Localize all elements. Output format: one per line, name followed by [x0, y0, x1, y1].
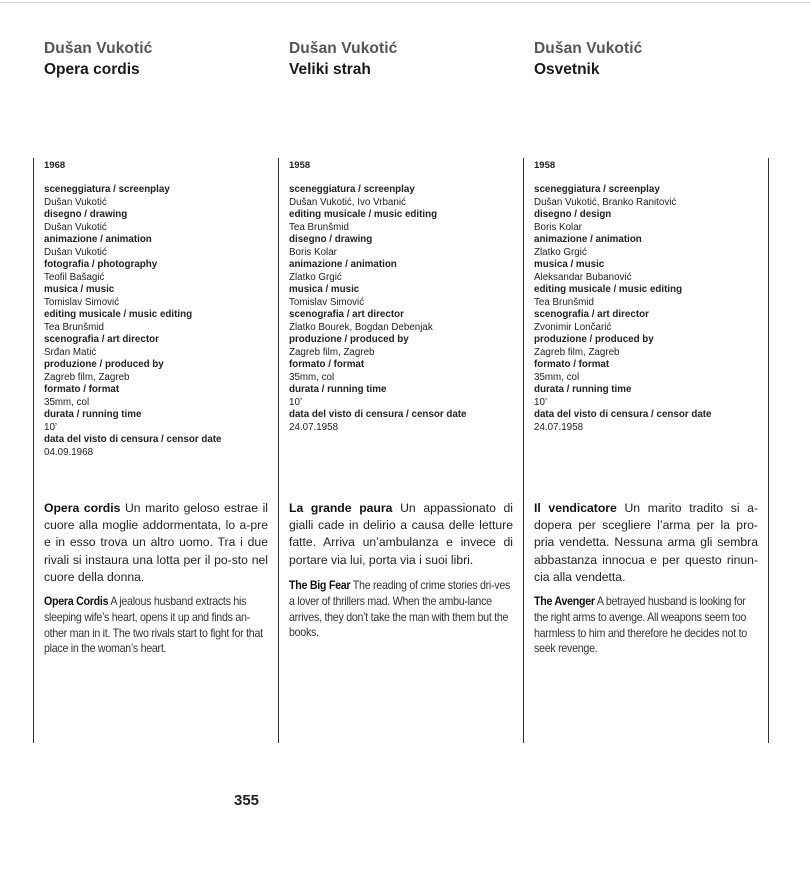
credit-label: produzione / produced by — [289, 334, 409, 345]
credit-value: Dušan Vukotić, Branko Ranitović — [534, 196, 677, 208]
credit-value: Zlatko Grgić — [289, 271, 342, 283]
credit-value: Boris Kolar — [289, 246, 337, 258]
synopsis-english-title: Opera Cordis — [44, 595, 109, 608]
credit-value: Tea Brunšmid — [534, 296, 594, 308]
credit-value: Zlatko Bourek, Bogdan Debenjak — [289, 321, 433, 333]
credit-label: editing musicale / music editing — [289, 209, 438, 220]
synopsis-italian — [534, 500, 758, 586]
credit-label: scenografia / art director — [44, 334, 159, 345]
film-year: 1958 — [534, 160, 556, 171]
synopsis-english-title: The Avenger — [534, 595, 595, 608]
synopsis-italian-text: Un marito tradito si a-dopera per scegliere l’arma per la pro-pria vendetta. Nessuna arma gli sembra abbastanza innocua e per questo rinun-cia alla vendetta. — [534, 501, 759, 584]
credit-label: data del visto di censura / censor date — [44, 434, 222, 445]
synopsis-english-text: The reading of crime stories dri-ves a lover of thrillers mad. When the ambu-lance arrives, they don’t take the man with them but the books. — [289, 579, 511, 640]
credit-value: Tomislav Simović — [44, 296, 120, 308]
page-number: 355 — [234, 792, 260, 809]
credit-value: Dušan Vukotić — [44, 221, 107, 233]
film-title: Veliki strah — [289, 61, 371, 78]
credit-value: Zagreb film, Zagreb — [534, 346, 620, 358]
credit-label: formato / format — [534, 359, 610, 370]
credit-value: 10’ — [44, 421, 58, 433]
credit-label: disegno / drawing — [289, 234, 373, 245]
credit-value: Boris Kolar — [534, 221, 582, 233]
film-year: 1958 — [289, 160, 311, 171]
synopsis-english — [44, 594, 268, 657]
credit-label: durata / running time — [289, 384, 387, 395]
credit-label: sceneggiatura / screenplay — [534, 184, 660, 195]
credit-label: durata / running time — [534, 384, 632, 395]
synopsis-italian-text: Un appassionato di gialli cade in delirio a causa delle letture fatte. Arriva un’ambulanza e invece di portare via lui, porta via i suoi libri. — [289, 501, 514, 567]
credit-value: Zvonimir Lončarić — [534, 321, 612, 333]
credits-list — [289, 184, 521, 434]
credit-label: animazione / animation — [289, 259, 397, 270]
credit-value: Tea Brunšmid — [289, 221, 349, 233]
synopsis-italian-text: Un marito geloso estrae il cuore alla moglie addormentata, lo a-pre e in esso trova un altro uomo. Tra i due rivali si instaura una lotta per il po-sto nel cuore della donna. — [44, 501, 268, 584]
film-column-2 — [289, 0, 524, 872]
credit-label: scenografia / art director — [534, 309, 649, 320]
film-year: 1968 — [44, 160, 66, 171]
credit-value: 35mm, col — [44, 396, 90, 408]
credit-value: Zagreb film, Zagreb — [289, 346, 375, 358]
credit-value: 10’ — [534, 396, 548, 408]
credit-label: sceneggiatura / screenplay — [289, 184, 415, 195]
synopsis-english-text: A betrayed husband is looking for the right arms to avenge. All weapons seem too harmless to him and therefore he decides not to seek revenge. — [534, 595, 747, 656]
credit-label: musica / music — [289, 284, 360, 295]
credit-label: data del visto di censura / censor date — [534, 409, 712, 420]
credit-label: sceneggiatura / screenplay — [44, 184, 170, 195]
credit-value: Zlatko Grgić — [534, 246, 587, 258]
credit-value: 24.07.1958 — [534, 421, 584, 433]
synopsis-italian-title: Opera cordis — [44, 501, 121, 515]
credit-label: animazione / animation — [44, 234, 152, 245]
credit-label: durata / running time — [44, 409, 142, 420]
credit-label: disegno / drawing — [44, 209, 128, 220]
credits-list — [534, 184, 766, 434]
credit-value: Dušan Vukotić, Ivo Vrbanić — [289, 196, 406, 208]
credit-label: data del visto di censura / censor date — [289, 409, 467, 420]
credit-label: editing musicale / music editing — [534, 284, 683, 295]
credit-label: fotografia / photography — [44, 259, 158, 270]
credit-value: Aleksandar Bubanović — [534, 271, 632, 283]
synopsis-english — [289, 578, 513, 641]
credit-value: Tomislav Simović — [289, 296, 365, 308]
credit-value: Dušan Vukotić — [44, 196, 107, 208]
credit-value: Srđan Matić — [44, 346, 97, 358]
synopsis-english-title: The Big Fear — [289, 579, 351, 592]
film-column-1 — [44, 0, 279, 872]
credit-label: produzione / produced by — [44, 359, 164, 370]
synopsis-english-text: A jealous husband extracts his sleeping wife’s heart, opens it up and finds an-other man in it. The two rivals start to fight for that place in the woman’s heart. — [44, 595, 263, 656]
film-title: Opera cordis — [44, 61, 140, 78]
credit-value: 35mm, col — [289, 371, 335, 383]
director-name: Dušan Vukotić — [534, 40, 643, 57]
credit-value: 10’ — [289, 396, 303, 408]
synopsis-italian — [44, 500, 268, 586]
credit-value: 24.07.1958 — [289, 421, 339, 433]
credit-label: formato / format — [289, 359, 365, 370]
credit-label: formato / format — [44, 384, 120, 395]
credit-value: Tea Brunšmid — [44, 321, 104, 333]
credits-list — [44, 184, 276, 459]
credit-label: disegno / design — [534, 209, 612, 220]
director-name: Dušan Vukotić — [289, 40, 398, 57]
credit-label: musica / music — [44, 284, 115, 295]
credit-label: animazione / animation — [534, 234, 642, 245]
credit-value: 04.09.1968 — [44, 446, 94, 458]
credit-label: editing musicale / music editing — [44, 309, 193, 320]
credit-label: musica / music — [534, 259, 605, 270]
film-title: Osvetnik — [534, 61, 600, 78]
column-divider — [768, 158, 769, 743]
synopsis-english — [534, 594, 758, 657]
synopsis-italian — [289, 500, 513, 569]
credit-value: Dušan Vukotić — [44, 246, 107, 258]
synopsis-italian-title: La grande paura — [289, 501, 393, 515]
credit-label: scenografia / art director — [289, 309, 404, 320]
director-name: Dušan Vukotić — [44, 40, 153, 57]
credit-value: Teofil Bašagić — [44, 271, 105, 283]
column-divider — [278, 158, 279, 743]
synopsis-italian-title: Il vendicatore — [534, 501, 617, 515]
credit-value: Zagreb film, Zagreb — [44, 371, 130, 383]
film-column-3 — [534, 0, 769, 872]
column-divider — [33, 158, 34, 743]
credit-label: produzione / produced by — [534, 334, 654, 345]
column-divider — [523, 158, 524, 743]
credit-value: 35mm, col — [534, 371, 580, 383]
